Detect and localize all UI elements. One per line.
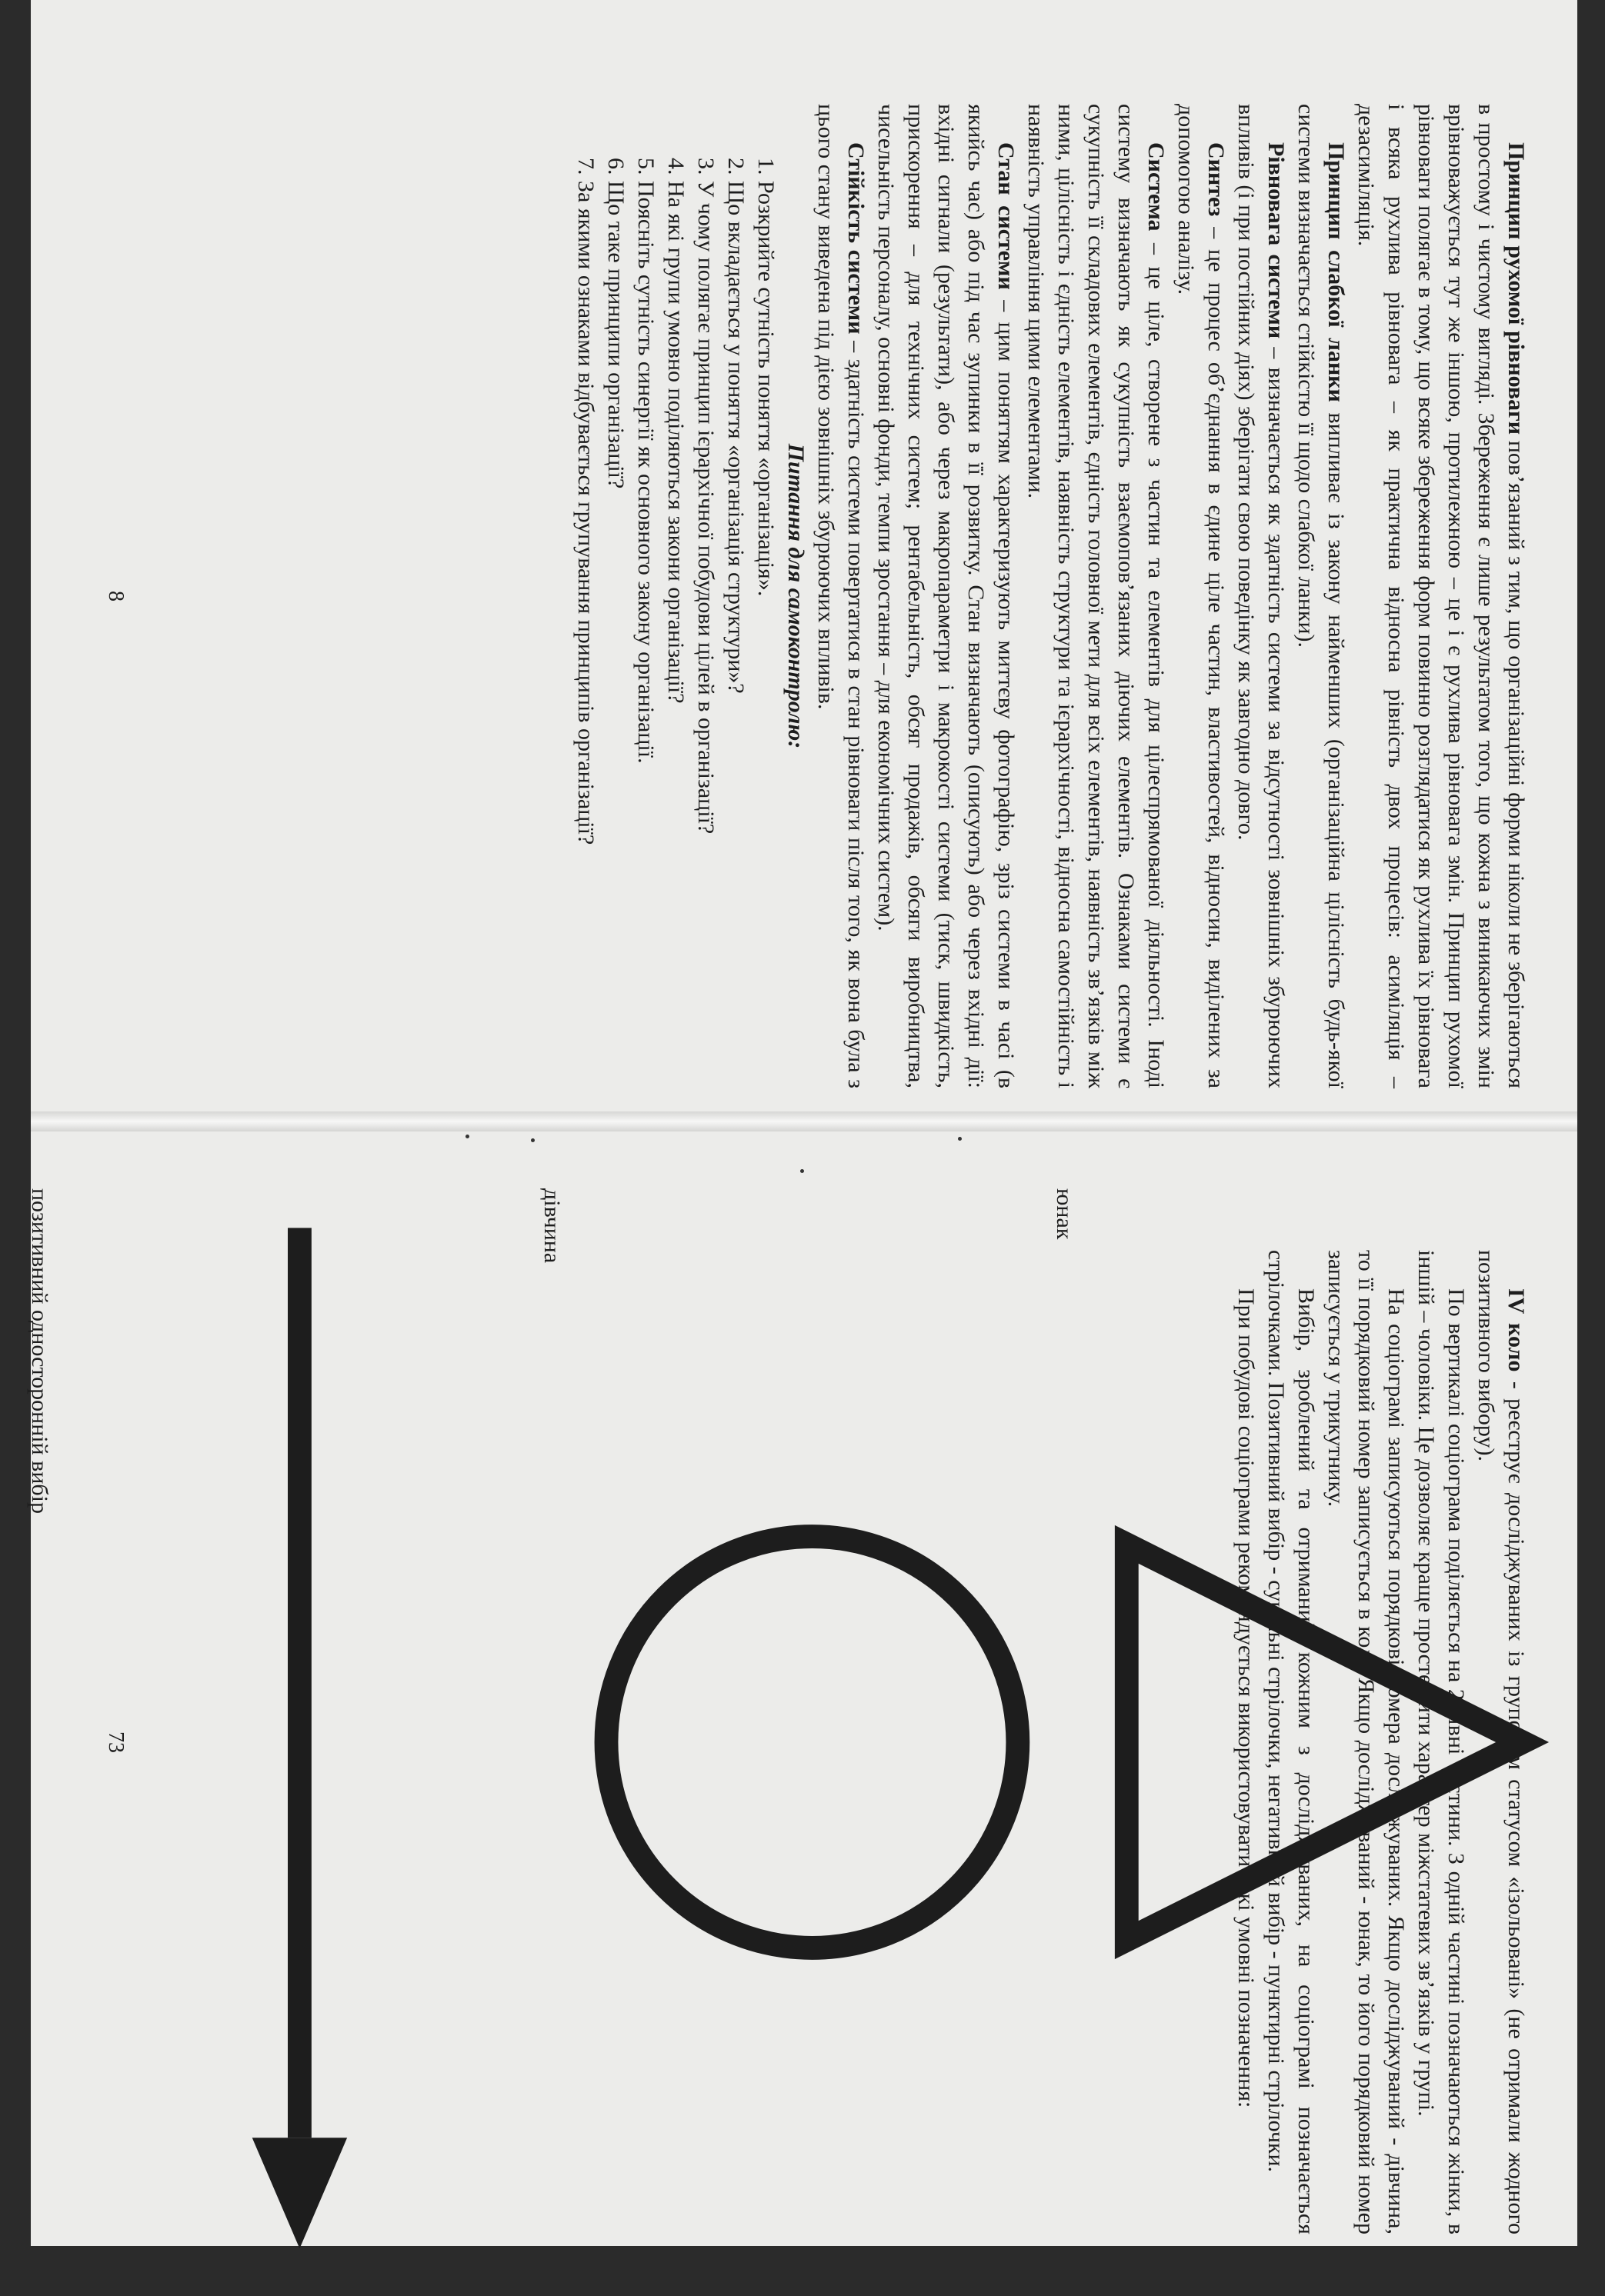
- paragraph-text: На соціограмі записуються порядкові номера досліджуваних. Якщо досліджуваний - дівчина, то її порядковий номер записується в колі. Якщо досліджуваний - юнак, то його порядковий номер записується у трикутнику.: [1323, 1250, 1409, 2234]
- paragraph-text: – цим поняттям характеризують миттєву фотографію, зріз системи в часі (в якийсь час) або під час зупинки в її розвитку. Стан визначають (описують) або через вхідні дії: вхідні сигнали (результати), або через макропараметри і макрокості системи (тиск, швидкість, прискорення – для технічних систем; рентабельність, обсяг продажів, обсяги виробництва, чисельність персоналу, основні фонди, темпи зростання – для економічних систем).: [873, 104, 1019, 1088]
- question-item: 7. За якими ознаками відбувається групування принципів організації?: [573, 158, 599, 845]
- term: Стан системи: [993, 142, 1019, 290]
- solid-arrow-icon: [62, 1188, 537, 2296]
- question-item: 3. У чому полягає принцип ієрархічної побудови цілей в організації?: [693, 158, 719, 835]
- paragraph-text: Вибір, зроблений та отриманий кожним з досліджуваних, на соціограмі позначається стрілочками. Позитивний вибір - суцільні стрілочки, негативний вибір - пунктирні стрілочки.: [1263, 1250, 1319, 2234]
- legend-row-positive-mutual: [0, 1188, 25, 2296]
- scan-speck: [531, 1138, 535, 1142]
- definitions-list: [811, 104, 1531, 1088]
- paragraph: [1351, 104, 1531, 1088]
- solid-bar-icon: [0, 1188, 25, 2296]
- paragraph-text: пов’язаний з тим, що організаційні форми ніколи не зберігаються в простому і чистому вигляді. Збереження є лише результатом того, що кожна з виникаючих змін врівноважується тут же іншою, протилежною – це і є рухлива рівновага змін. Принцип рухомої рівноваги полягає в тому, що всяке збереження форм повинно розглядатися як рухлива їх рівновага і всяка рухлива рівновага – як практична відносна рівність двох процесів: асиміляція – дезасиміляція.: [1353, 104, 1529, 1089]
- legend-row-boy: [1049, 1188, 1562, 2296]
- paragraph-text: – це ціле, створене з частин та елементів для цілеспрямованої діяльності. Іноді систему визначають як сукупність взаємопов’язаних діючих елементів. Ознаками системи є сукупність її складових елементів, єдність головної мети для всіх елементів, наявність зв’язків між ними, цілісність і єдність елементів, наявність структури та ієрархічності, відносна самостійність і наявність управління цими елементами.: [1023, 104, 1169, 1088]
- scan-speck: [800, 1169, 804, 1173]
- triangle-icon: [1087, 1188, 1562, 2296]
- page-8-body: [571, 104, 1531, 1088]
- question-item: 2. Що вкладається у поняття «організація структури»?: [723, 158, 749, 694]
- paragraph-text: – визначається як здатність системи за відсутності зовнішніх збурюючих впливів (і при постійних діях) зберігати свою поведінку як завгодно довго.: [1233, 104, 1289, 1088]
- paragraph-text: випливає із закону найменших (організаційна цілісність будь-якої системи визначається стійкістю її щодо слабкої ланки).: [1293, 104, 1349, 1088]
- legend: [26, 1188, 1562, 2296]
- questions-list: [571, 104, 781, 1088]
- questions-heading: Питання для самоконтролю:: [783, 443, 809, 749]
- term: Система: [1143, 142, 1169, 232]
- page-number: 8: [104, 591, 128, 601]
- page-73: [26, 1188, 1562, 2296]
- question-item: 4. На які групи умовно поділяються закони організації?: [663, 158, 689, 704]
- term: Принцип рухомої рівноваги: [1503, 142, 1529, 435]
- paragraph-text: – це процес об’єднання в єдине ціле частин, властивостей, відносин, виділених за допомогою аналізу.: [1173, 104, 1229, 1088]
- paragraph-text: - реєструє досліджуваних із груповим статусом «ізольовані» (не отримали жодного позитивного вибору).: [1473, 1250, 1529, 2235]
- legend-label: юнак: [1051, 1188, 1077, 1240]
- legend-row-girl: [537, 1188, 1049, 2296]
- paragraph: [871, 104, 1021, 1088]
- circle-icon: [575, 1188, 1049, 2296]
- scan-speck: [958, 1137, 962, 1141]
- paragraph: [811, 104, 871, 1088]
- question-item: 1. Розкрийте сутність поняття «організація».: [753, 158, 779, 597]
- term: Рівновага системи: [1263, 142, 1289, 339]
- scanned-sheet: [26, 0, 1577, 2246]
- page-number: 73: [104, 1731, 128, 1753]
- paragraph-text: – здатність системи повертатися в стан рівноваги після того, як вона була з цього стану виведена під дією зовнішніх збурюючих впливів.: [813, 104, 869, 1088]
- paragraph: [1291, 104, 1351, 1088]
- question-item: 6. Що таке принципи організації?: [603, 158, 629, 489]
- question-item: 5. Поясніть сутність синергії як основного закону організації.: [633, 158, 659, 764]
- paragraph: [1231, 104, 1291, 1088]
- paragraph: [1171, 104, 1231, 1088]
- term: Принцип слабкої ланки: [1323, 142, 1349, 402]
- legend-label: дівчина: [539, 1188, 565, 1264]
- legend-label: позитивний односторонній вибір: [26, 1188, 52, 1515]
- paragraph-text: При побудові соціограми рекомендується використовувати такі умовні позначення:: [1233, 1288, 1259, 2108]
- paragraph-text: По вертикалі соціограма поділяється на 2 рівні частини. З одній частині позначаються жінки, в іншій – чоловіки. Це дозволяє краще простежити характер міжстатевих зв’язків у групі.: [1413, 1250, 1469, 2234]
- term: IV коло: [1503, 1288, 1529, 1372]
- term: Синтез: [1203, 142, 1229, 217]
- term: Стійкість системи: [843, 142, 869, 335]
- page-8: [54, 42, 1562, 1150]
- paragraph: [1021, 104, 1171, 1088]
- scan-speck: [465, 1135, 469, 1138]
